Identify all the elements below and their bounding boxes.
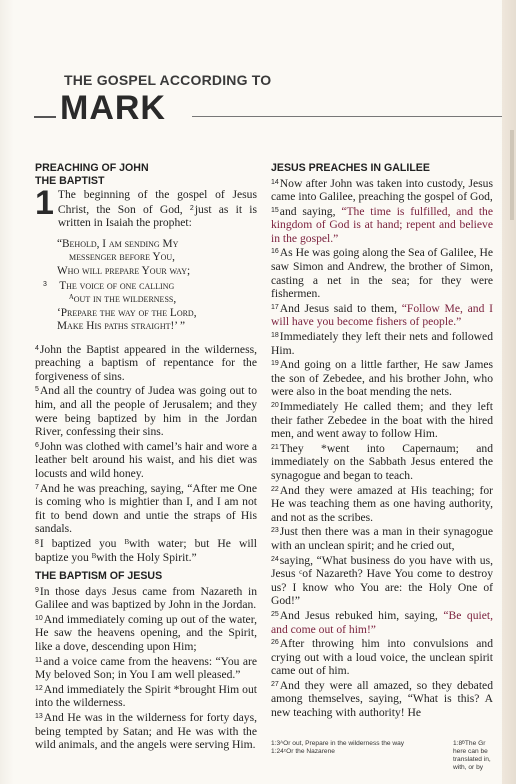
verse-26: $^{26}$After throwing him into convulsions and crying out with a loud voice, the unclean spirit came out of him. — [271, 637, 493, 678]
verse-13: $^{13}$And He was in the wilderness for forty days, being tempted by Satan; and He was with the wild animals, and the angels were serving Him. — [35, 710, 257, 752]
title-rule-right — [192, 116, 516, 117]
thumb-index-tab — [510, 130, 514, 220]
verse-17: $^{17}$And Jesus said to them, “Follow Me, and I will have you become fishers of people.” — [271, 301, 493, 329]
verse-19: $^{19}$And going on a little farther, He saw James the son of Zebedee, and his brother John, who were also in the boat mending the nets. — [271, 358, 493, 399]
footnote-1-8: 1:8ᴮThe Gr here can be translated in, with, or by — [453, 740, 491, 771]
footnote-1-3: 1:3ᴬOr out, Prepare in the wilderness the way — [271, 740, 405, 747]
left-column — [35, 162, 257, 752]
verse-12: $^{12}$And immediately the Spirit *brought Him out into the wilderness. — [35, 682, 257, 710]
verse-8: $^8$I baptized you ᴮwith water; but He will baptize you ᴮwith the Holy Spirit.” — [35, 536, 257, 564]
verse-14: $^{14}$Now after John was taken into custody, Jesus came into Galilee, preaching the gospel of God, — [271, 176, 493, 204]
verse-10: $^{10}$And immediately coming up out of the water, He saw the heavens opening, and the Spirit, like a dove, descending upon Him; — [35, 612, 257, 653]
verse-11: $^{11}$and a voice came from the heavens: “You are My beloved Son; in You I am well pleased.” — [35, 654, 257, 682]
words-of-jesus: “Follow Me, and I will have you become fishers of people.” — [271, 301, 493, 329]
verse-22: $^{22}$And they were amazed at His teaching; for He was teaching them as one having authority, and not as the scribes. — [271, 483, 493, 524]
verse-6: $^6$John was clothed with camel’s hair and wore a leather belt around his waist, and his diet was locusts and wild honey. — [35, 439, 257, 480]
book-title-block — [60, 72, 490, 128]
verse-18: $^{18}$Immediately they left their nets and followed Him. — [271, 330, 493, 357]
book-subtitle: THE GOSPEL ACCORDING TO — [64, 72, 272, 88]
verse-4: $^4$John the Baptist appeared in the wilderness, preaching a baptism of repentance for the forgiveness of sins. — [35, 342, 257, 383]
verse-9: $^9$In those days Jesus came from Nazareth in Galilee and was baptized by John in the Jordan. — [35, 584, 257, 612]
words-of-jesus: “The time is fulfilled, and the kingdom of God is at hand; repent and believe in the gospel.” — [271, 204, 493, 245]
section-heading-preaching-of-john: PREACHING OF JOHN THE BAPTIST — [35, 162, 149, 187]
book-title: MARK — [60, 89, 166, 127]
verse-5: $^5$And all the country of Judea was going out to him, and all the people of Jerusalem; and they were being baptized by him in the Jordan River, confessing their sins. — [35, 384, 257, 439]
words-of-jesus: “Be quiet, and come out of him!” — [271, 608, 493, 636]
title-rule-left — [34, 116, 56, 118]
footnotes — [271, 740, 493, 772]
verse-1: 1 The beginning of the gospel of Jesus Christ, the Son of God, $^2$just as it is written in Isaiah the prophet: — [35, 184, 257, 230]
page-edge — [502, 0, 516, 784]
right-column — [271, 162, 493, 720]
verse-21: $^{21}$They *went into Capernaum; and immediately on the Sabbath Jesus entered the synagogue and began to teach. — [271, 441, 493, 482]
verse-24: $^{24}$saying, “What business do you have with us, Jesus ᶜof Nazareth? Have You come to destroy us? I know who You are: the Holy One of God!” — [271, 553, 493, 608]
footnote-1-24: 1:24ᶜOr the Nazarene — [271, 748, 335, 755]
verse-25: $^{25}$And Jesus rebuked him, saying, “Be quiet, and come out of him!” — [271, 608, 493, 636]
verse-15: $^{15}$and saying, “The time is fulfilled, and the kingdom of God is at hand; repent and believe in the gospel.” — [271, 204, 493, 245]
poetry-quote: “Behold, I am sending My messenger before You, Who will prepare Your way; $^3$ The voice of one calling ᴬout in the wilderness, ‘Prepare the way of the Lord, Make His paths straight!’ ” — [43, 237, 197, 333]
verse-16: $^{16}$As He was going along the Sea of Galilee, He saw Simon and Andrew, the brother of Simon, casting a net in the sea; for they were fishermen. — [271, 246, 493, 301]
chapter-number: 1 — [35, 184, 54, 222]
verse-7: $^7$And he was preaching, saying, “After me One is coming who is mightier than I, and I am not fit to bend down and untie the straps of His sandals. — [35, 481, 257, 536]
section-heading-baptism-of-jesus: THE BAPTISM OF JESUS — [35, 570, 163, 583]
verse-27: $^{27}$And they were all amazed, so they debated among themselves, saying, “What is this? A new teaching with authority! He — [271, 678, 493, 720]
verse-20: $^{20}$Immediately He called them; and they left their father Zebedee in the boat with the hired men, and went away to follow Him. — [271, 400, 493, 441]
section-heading-jesus-preaches: JESUS PREACHES IN GALILEE — [271, 162, 430, 174]
verse-23: $^{23}$Just then there was a man in their synagogue with an unclean spirit; and he cried out, — [271, 525, 493, 552]
